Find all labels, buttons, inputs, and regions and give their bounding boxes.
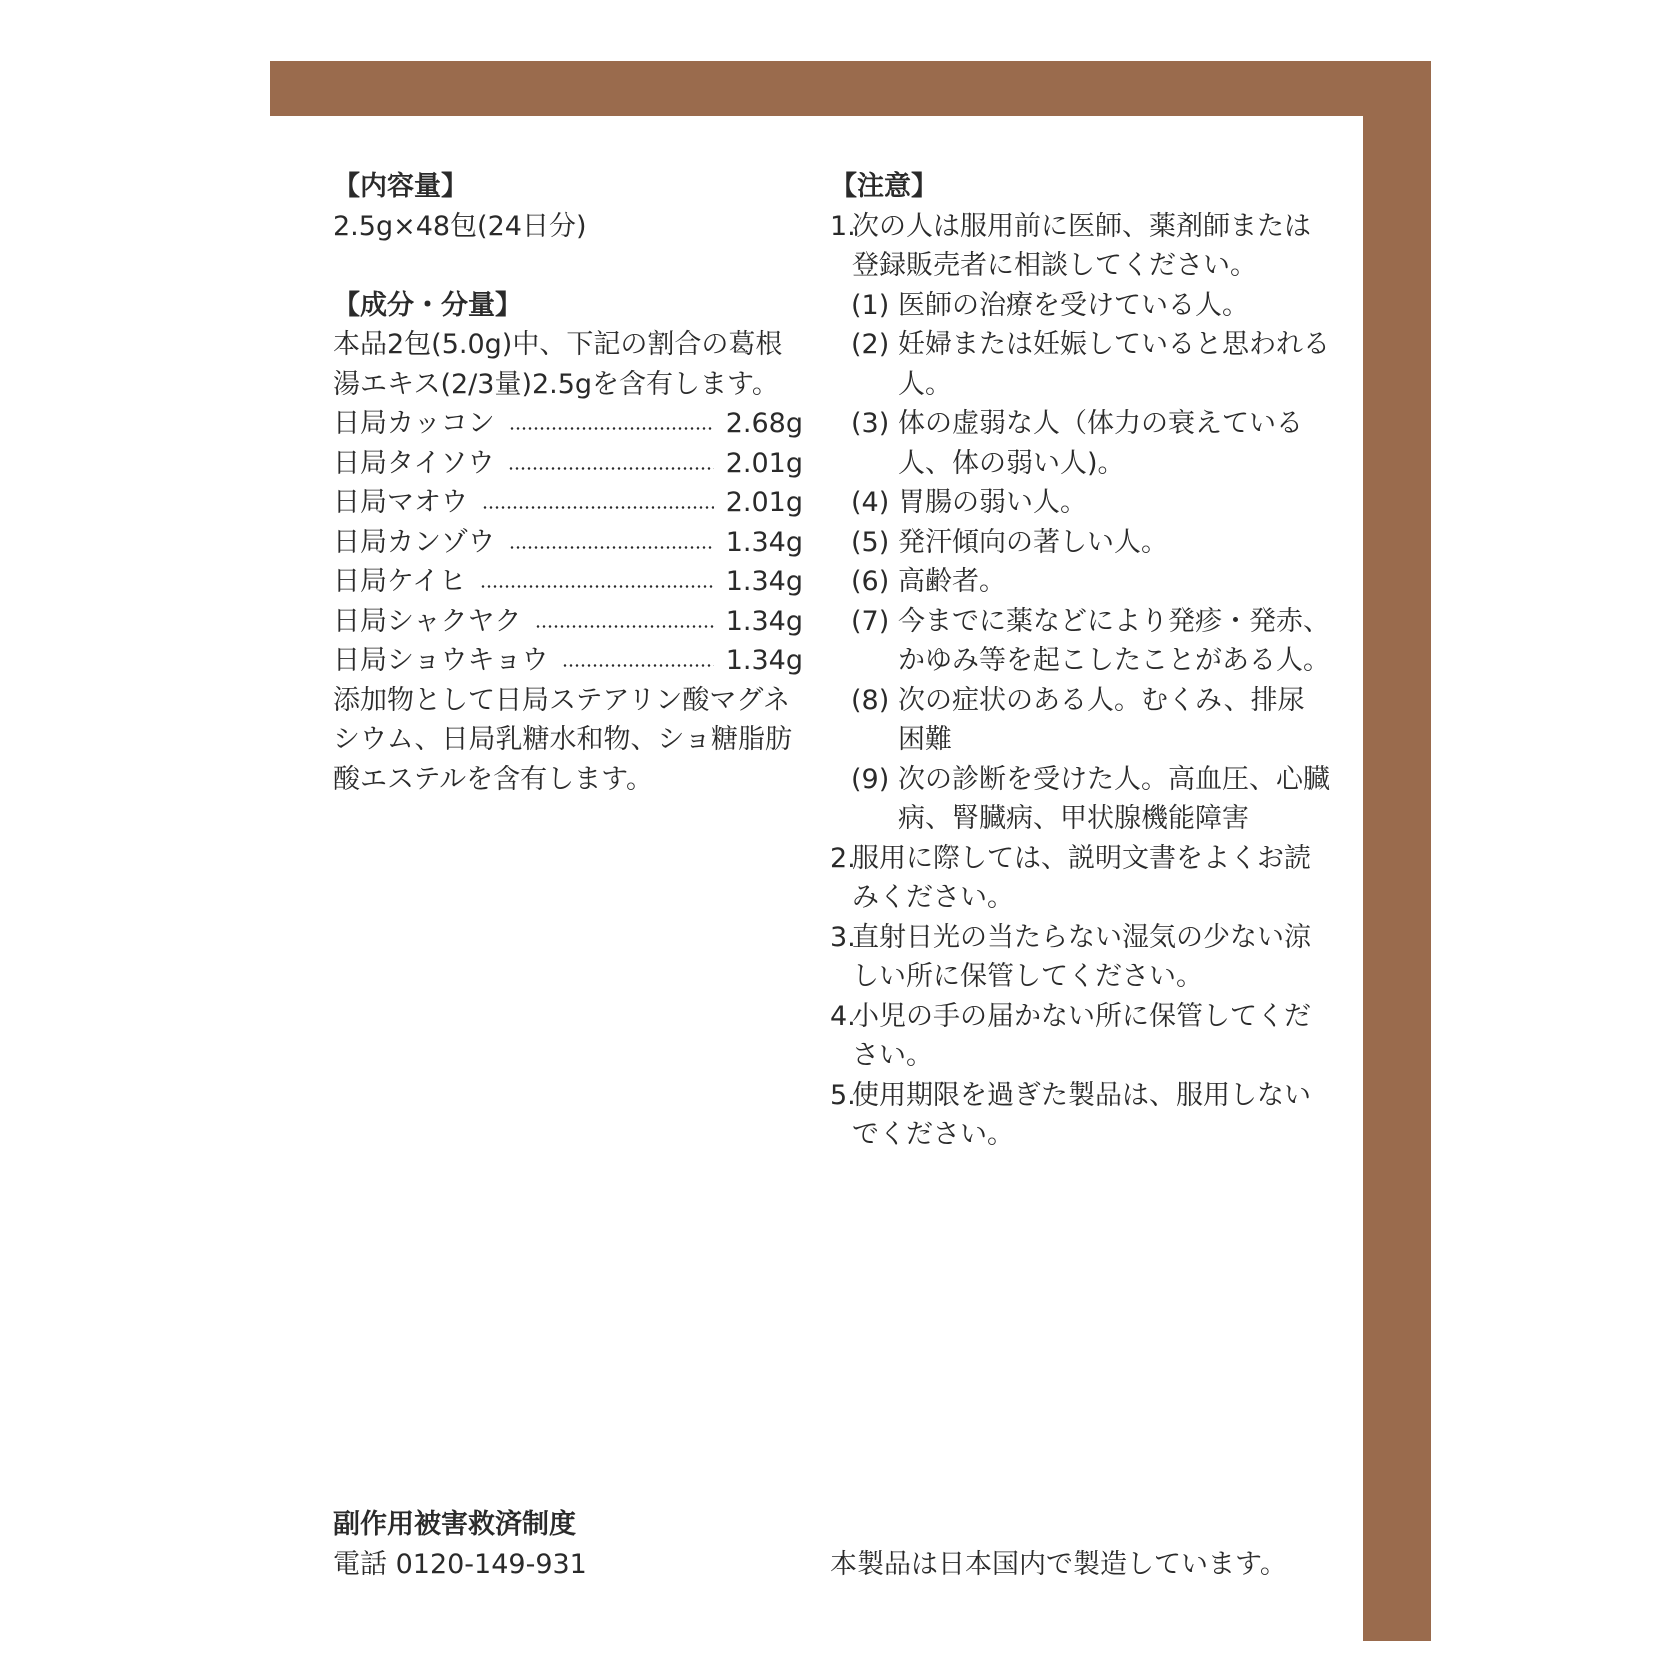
ingredient-row: [333, 641, 803, 681]
caution-item: [830, 1076, 1330, 1155]
ingredient-row: [333, 483, 803, 523]
caution-subitem-text: 胃腸の弱い人。: [898, 487, 1087, 518]
caution-subitem: [830, 523, 1330, 563]
caution-subitem: [830, 562, 1330, 602]
ingredient-name: 日局ショウキョウ: [333, 645, 549, 676]
caution-subitem-number: (9): [851, 763, 890, 795]
caution-item-number: 1.: [830, 210, 856, 242]
caution-subitem-text: 次の診断を受けた人。高血圧、心臓病、腎臓病、甲状腺機能障害: [898, 763, 1330, 834]
dot-leader: [482, 506, 714, 509]
ingredient-name: 日局マオウ: [333, 487, 468, 518]
caution-subitem-text: 体の虚弱な人（体力の衰えている人、体の弱い人)。: [898, 408, 1303, 479]
caution-item: [830, 207, 1330, 286]
caution-subitem-number: (7): [851, 605, 890, 637]
contents-heading: 【内容量】: [333, 171, 468, 202]
dot-leader: [535, 625, 713, 628]
caution-subitem: [830, 286, 1330, 326]
ingredient-name: 日局ケイヒ: [333, 566, 467, 597]
caution-item-text: 使用期限を過ぎた製品は、服用しないでください。: [852, 1079, 1311, 1150]
top-brown-band: [270, 61, 1431, 116]
caution-item: [830, 839, 1330, 918]
ingredients-intro: 本品2包(5.0g)中、下記の割合の葛根湯エキス(2/3量)2.5gを含有します。: [333, 329, 783, 400]
caution-subitem-text: 発汗傾向の著しい人。: [898, 526, 1168, 558]
left-column: [333, 167, 803, 799]
caution-item: [830, 918, 1330, 997]
caution-item-text: 服用に際しては、説明文書をよくお読みください。: [852, 842, 1311, 913]
ingredient-amount: 2.01g: [725, 487, 803, 518]
ingredient-row: [333, 523, 803, 563]
caution-subitem-number: (2): [851, 329, 890, 360]
ingredient-name: 日局シャクヤク: [333, 605, 522, 637]
caution-subitem-text: 高齢者。: [898, 566, 1006, 597]
caution-item: [830, 997, 1330, 1076]
caution-subitem-number: (1): [851, 289, 890, 321]
caution-subitem: [830, 404, 1330, 483]
ingredient-name: 日局カンゾウ: [333, 526, 495, 558]
caution-subitem-number: (4): [851, 487, 890, 518]
caution-subitem-number: (6): [851, 566, 890, 597]
contents-value: 2.5g×48包(24日分): [333, 210, 587, 242]
caution-subitem: [830, 325, 1330, 404]
ingredient-amount: 1.34g: [725, 605, 803, 637]
ingredients-heading: 【成分・分量】: [333, 289, 522, 321]
caution-item-text: 直射日光の当たらない湿気の少ない涼しい所に保管してください。: [852, 921, 1311, 992]
dot-leader: [509, 546, 714, 549]
made-in-japan-note: 本製品は日本国内で製造しています。: [830, 1549, 1287, 1580]
relief-info: [333, 1505, 587, 1585]
ingredient-amount: 1.34g: [725, 526, 803, 558]
side-brown-band: [1363, 61, 1431, 1641]
right-column: [830, 167, 1330, 1155]
caution-item-number: 2.: [830, 842, 856, 874]
caution-item-text: 次の人は服用前に医師、薬剤師または登録販売者に相談してください。: [852, 210, 1311, 281]
ingredient-name: 日局タイソウ: [333, 447, 495, 479]
ingredient-row: [333, 404, 803, 444]
caution-subitem-text: 今までに薬などにより発疹・発赤、かゆみ等を起こしたことがある人。: [898, 605, 1330, 676]
caution-subitem-text: 医師の治療を受けている人。: [898, 289, 1249, 321]
ingredient-row: [333, 444, 803, 484]
caution-subitem-text: 妊婦または妊娠していると思われる人。: [898, 329, 1330, 400]
caution-item-number: 5.: [830, 1079, 856, 1111]
dot-leader: [562, 664, 713, 667]
dot-leader: [509, 427, 714, 430]
ingredient-amount: 1.34g: [725, 645, 803, 676]
dot-leader: [508, 467, 713, 470]
caution-subitem-number: (5): [851, 526, 890, 558]
relief-title: 副作用被害救済制度: [333, 1509, 576, 1540]
caution-subitem-text: 次の症状のある人。むくみ、排尿困難: [898, 684, 1305, 755]
caution-subitem: [830, 760, 1330, 839]
phone-number: 電話 0120-149-931: [333, 1549, 587, 1580]
caution-subitem-number: (3): [851, 408, 890, 439]
ingredient-list: [333, 404, 803, 681]
ingredient-row: [333, 602, 803, 642]
caution-item-number: 3.: [830, 921, 856, 953]
ingredient-amount: 2.01g: [725, 447, 803, 479]
caution-subitem: [830, 602, 1330, 681]
ingredient-row: [333, 562, 803, 602]
caution-heading: 【注意】: [830, 171, 938, 202]
caution-item-number: 4.: [830, 1000, 856, 1032]
caution-subitem: [830, 483, 1330, 523]
caution-subitem: [830, 681, 1330, 760]
dot-leader: [480, 585, 714, 588]
caution-item-text: 小児の手の届かない所に保管してください。: [852, 1000, 1311, 1071]
caution-subitem-number: (8): [851, 684, 890, 716]
ingredient-name: 日局カッコン: [333, 408, 495, 439]
ingredient-amount: 1.34g: [725, 566, 803, 597]
ingredient-amount: 2.68g: [725, 408, 803, 439]
additives-text: 添加物として日局ステアリン酸マグネシウム、日局乳糖水和物、ショ糖脂肪酸エステルを含有します。: [333, 684, 792, 795]
